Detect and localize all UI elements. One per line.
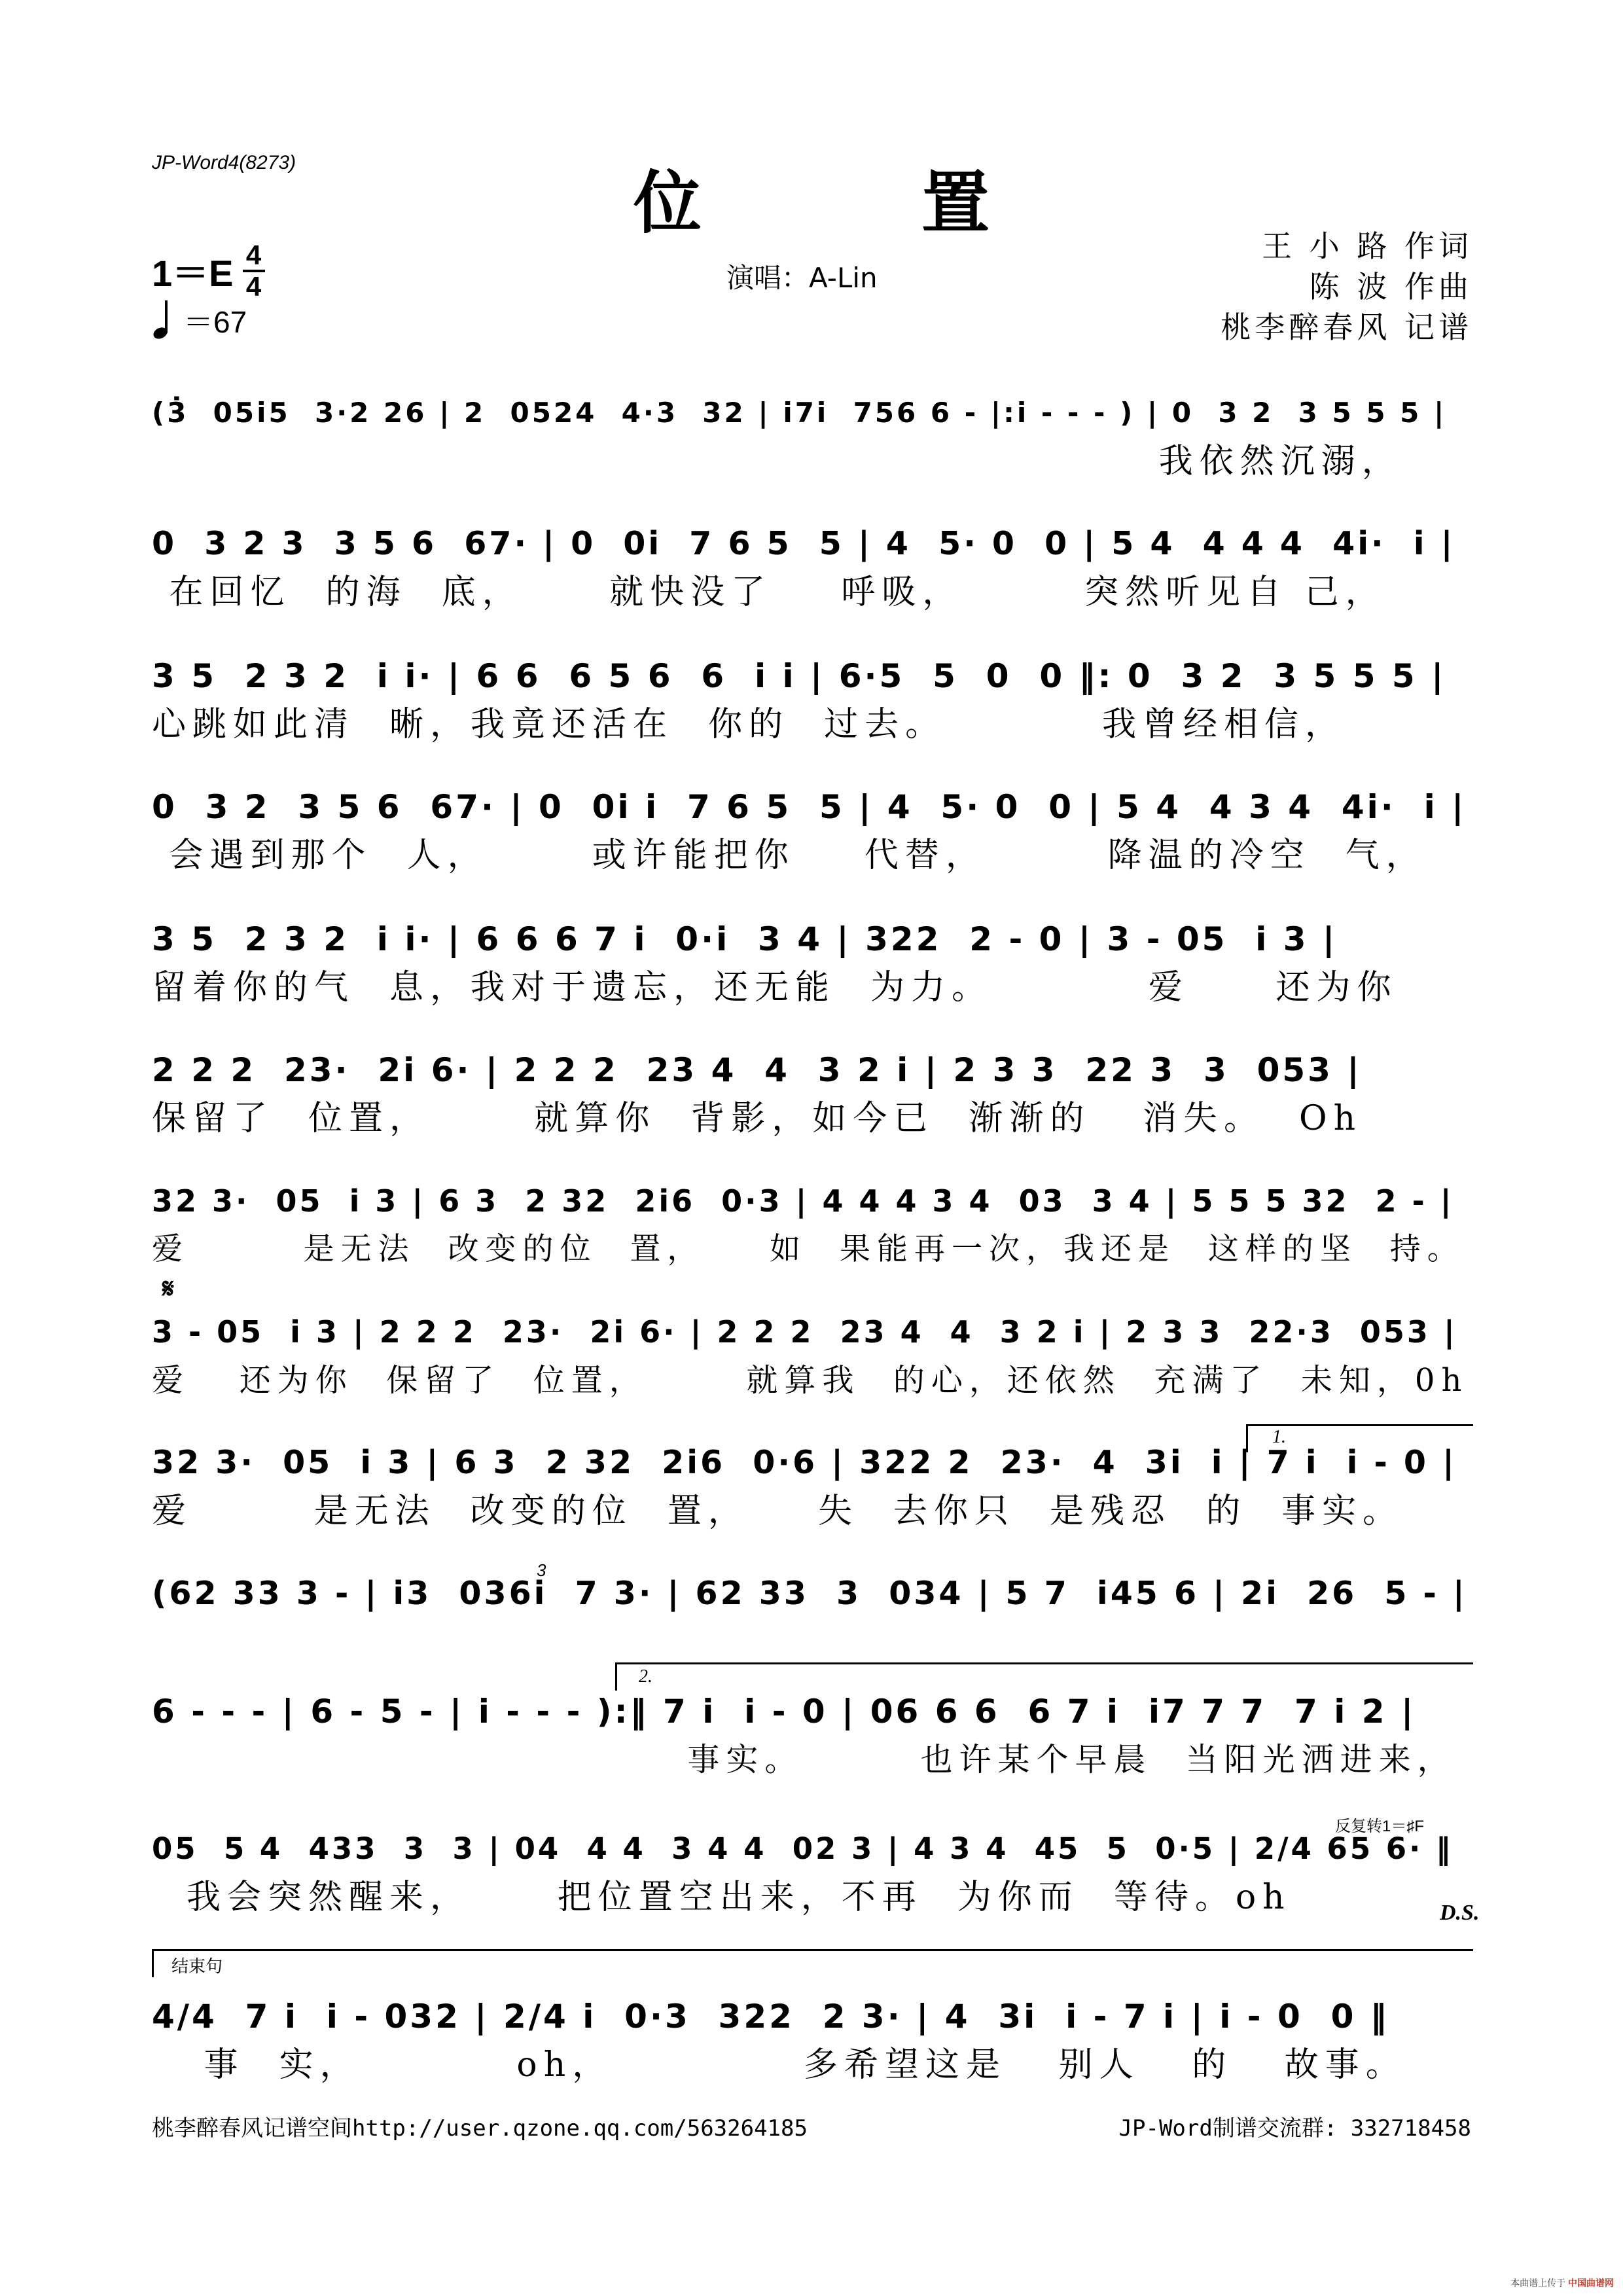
time-top: 4 bbox=[245, 240, 262, 270]
tempo-value: ＝67 bbox=[183, 305, 247, 339]
watermark-brand: 中国曲谱网 bbox=[1568, 2278, 1614, 2288]
time-bottom: 4 bbox=[245, 271, 262, 302]
lyric-line: 保留了 位置， 就算你 背影，如今已 渐渐的 消失。 Oh bbox=[152, 1099, 1363, 1138]
lyricist-credit: 王 小 路 作词 bbox=[1262, 228, 1472, 264]
notation-line: 6 - - - | 6 - 5 - | i - - - ):‖ 7 i i - 0 | 06 6 6 6 7 i i7 7 7 7 i 2 | bbox=[152, 1693, 1416, 1731]
lyric-line: 在回忆 的海 底， 就快没了 呼吸， 突然听见自 己， bbox=[152, 573, 1386, 612]
key-text: 1＝E bbox=[152, 253, 234, 294]
lyric-line: 心跳如此清 晰，我竟还活在 你的 过去。 我曾经相信， bbox=[152, 705, 1346, 744]
footer-group: JP-Word制谱交流群: 332718458 bbox=[1118, 2115, 1471, 2142]
notation-line: 0 3 2 3 3 5 6 67· | 0 0i 7 6 5 5 | 4 5· 0 0 | 5 4 4 4 4 4i· i | bbox=[152, 525, 1455, 562]
singer-credit: 演唱：A-Lin bbox=[726, 262, 878, 294]
song-title: 位 置 bbox=[633, 162, 1088, 243]
notation-line: 2 2 2 23· 2i 6· | 2 2 2 23 4 4 3 2 i | 2 3 3 22 3 3 053 | bbox=[152, 1051, 1362, 1089]
ds-marker: D.S. bbox=[1440, 1901, 1480, 1925]
watermark-text: 本曲谱上传于 bbox=[1510, 2278, 1566, 2288]
notation-line: 0 3 2 3 5 6 67· | 0 0i i 7 6 5 5 | 4 5· 0 0 | 5 4 4 3 4 4i· i | bbox=[152, 788, 1467, 826]
lyric-line: 事 实， oh， 多希望这是 别人 的 故事。 bbox=[152, 2045, 1406, 2085]
quarter-note-icon bbox=[152, 300, 178, 340]
notation-line: (62 33 3 - | i3 036i 7 3· | 62 33 3 034 | 5 7 i45 6 | 2i 26 5 - | bbox=[152, 1575, 1467, 1612]
segno-icon: 𝄋 bbox=[162, 1272, 175, 1304]
site-watermark bbox=[1510, 2276, 1614, 2289]
coda-label: 结束句 bbox=[171, 1956, 223, 1976]
notation-line: 32 3· 05 i 3 | 6 3 2 32 2i6 0·3 | 4 4 4 3 4 03 3 4 | 5 5 5 32 2 - | bbox=[152, 1183, 1454, 1219]
notation-line: 4/4 7 i i - 032 | 2/4 i 0·3 322 2 3· | 4 3i i - 7 i | i - 0 0 ‖ bbox=[152, 1998, 1389, 2036]
lyric-line: 事实。 也许某个早晨 当阳光洒进来， bbox=[152, 1741, 1456, 1778]
coda-bracket bbox=[152, 1949, 1473, 1977]
notation-line: 3 5 2 3 2 i i· | 6 6 6 5 6 6 i i | 6·5 5 0 0 ‖: 0 3 2 3 5 5 5 | bbox=[152, 657, 1446, 695]
key-change-marker: 反复转1＝♯F bbox=[1335, 1818, 1425, 1835]
volta-2-label: 2. bbox=[639, 1666, 652, 1687]
lyric-line: 爱 还为你 保留了 位置， 就算我 的心，还依然 充满了 未知，0h bbox=[152, 1362, 1469, 1399]
footer-website: 桃李醉春风记谱空间http://user.qzone.qq.com/563264185 bbox=[152, 2115, 808, 2142]
transcriber-credit: 桃李醉春风 记谱 bbox=[1221, 310, 1472, 345]
notation-line: 32 3· 05 i 3 | 6 3 2 32 2i6 0·6 | 322 2 23· 4 3i i | 7 i i - 0 | bbox=[152, 1444, 1457, 1481]
lyric-line: 爱 是无法 改变的位 置， 失 去你只 是残忍 的 事实。 bbox=[152, 1492, 1404, 1531]
lyric-line: 我会突然醒来， 把位置空出来，不再 为你而 等待。oh bbox=[152, 1878, 1291, 1917]
notation-line: 05 5 4 433 3 3 | 04 4 4 3 4 4 02 3 | 4 3 4 45 5 0·5 | 2/4 65 6· ‖ bbox=[152, 1831, 1454, 1866]
notation-line: (3̇ 05i5 3·2 26 | 2 0524 4·3 32 | i7i 756 6 - |:i - - - ) | 0 3 2 3 5 5 5 | bbox=[152, 397, 1447, 429]
lyric-line: 会遇到那个 人， 或许能把你 代替， 降温的冷空 气， bbox=[152, 836, 1427, 875]
composer-credit: 陈 波 作曲 bbox=[1309, 269, 1472, 304]
notation-line: 3 5 2 3 2 i i· | 6 6 6 7 i 0·i 3 4 | 322 2 - 0 | 3 - 05 i 3 | bbox=[152, 920, 1338, 958]
tempo-marking bbox=[152, 298, 247, 342]
lyric-line: 爱 是无法 改变的位 置， 如 果能再一次，我还是 这样的坚 持。 bbox=[152, 1231, 1465, 1267]
lyric-line: 留着你的气 息，我对于遗忘，还无能 为力。 爱 还为你 bbox=[152, 968, 1398, 1007]
time-signature bbox=[243, 242, 265, 300]
triplet-marker: 3 bbox=[537, 1560, 546, 1580]
lyric-line: 我依然沉溺， bbox=[152, 442, 1402, 481]
notation-line: 3 - 05 i 3 | 2 2 2 23· 2i 6· | 2 2 2 23 4 4 3 2 i | 2 3 3 22·3 053 | bbox=[152, 1314, 1457, 1350]
key-signature bbox=[152, 242, 265, 300]
volta-1-label: 1. bbox=[1272, 1427, 1286, 1447]
software-label: JP-Word4(8273) bbox=[152, 152, 296, 173]
